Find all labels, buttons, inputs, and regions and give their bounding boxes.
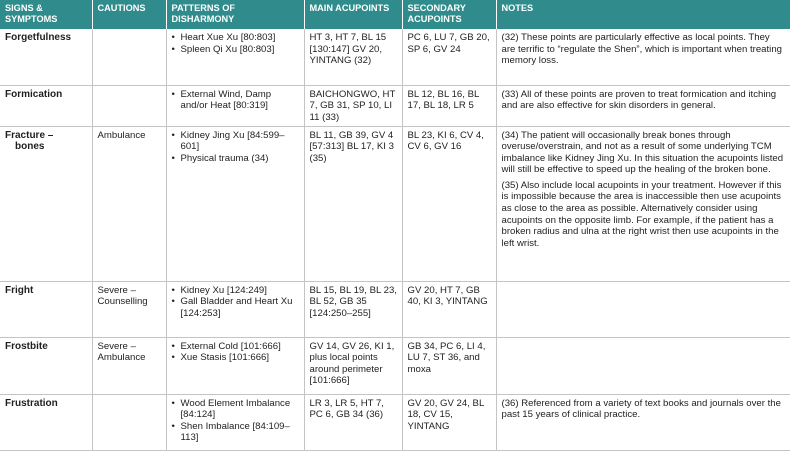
main-acupoints-cell: BAICHONGWO, HT 7, GB 31, SP 10, LI 11 (33) — [304, 85, 402, 126]
patterns-cell — [166, 85, 304, 126]
table-row — [0, 126, 790, 281]
header-notes: NOTES — [496, 0, 790, 29]
bullet-icon: • — [171, 296, 175, 308]
secondary-acupoints-cell: GV 20, HT 7, GB 40, KI 3, YINTANG — [402, 281, 496, 337]
pattern-item: • Heart Xue Xu [80:803] — [171, 32, 276, 43]
bullet-icon: • — [171, 352, 175, 364]
pattern-item: • Physical trauma (34) — [171, 152, 269, 164]
main-acupoints-cell: HT 3, HT 7, BL 15 [130:147] GV 20, YINTANG (32) — [304, 29, 402, 85]
header-row — [0, 0, 790, 29]
sign-cell: Forgetfulness — [0, 29, 92, 85]
main-acupoints-cell: LR 3, LR 5, HT 7, PC 6, GB 34 (36) — [304, 394, 402, 450]
secondary-acupoints-cell: PC 6, LU 7, GB 20, SP 6, GV 24 — [402, 29, 496, 85]
bullet-icon: • — [171, 152, 175, 164]
header-secondary-acupoints: SECONDARY ACUPOINTS — [402, 0, 496, 29]
patterns-cell — [166, 281, 304, 337]
sign-cell: Frostbite — [0, 337, 92, 394]
bullet-icon: • — [171, 129, 175, 141]
caution-cell: Ambulance — [92, 126, 166, 281]
header-patterns: PATTERNS OF DISHARMONY — [166, 0, 304, 29]
header-main-acupoints: MAIN ACUPOINTS — [304, 0, 402, 29]
notes-cell — [496, 29, 790, 85]
pattern-item: • Shen Imbalance [84:109–113] — [171, 420, 290, 444]
bullet-icon: • — [171, 340, 175, 352]
pattern-item: • Kidney Xu [124:249] — [171, 284, 267, 296]
secondary-acupoints-cell: BL 12, BL 16, BL 17, BL 18, LR 5 — [402, 85, 496, 126]
bullet-icon: • — [171, 397, 175, 409]
note-text: (34) The patient will occasionally break bones through overuse/overstrain, and not as a result of some underlying TCM imbalance like Kidney Jing Xu. In this situation the acupoints listed will still be effective to speed up the healing of the broken bone. — [501, 129, 784, 176]
bullet-icon: • — [171, 32, 175, 43]
note-text: (32) These points are particularly effective as local points. They are terrific to “regulate the Shen”, which is important when treating memory loss. — [501, 32, 782, 67]
bullet-icon: • — [171, 43, 175, 55]
bullet-icon: • — [171, 88, 175, 100]
note-text: (36) Referenced from a variety of text books and journals over the past 15 years of clinical practice. — [501, 397, 781, 421]
secondary-acupoints-cell: GV 20, GV 24, BL 18, CV 15, YINTANG — [402, 394, 496, 450]
sign-cell: Frustration — [0, 394, 92, 450]
sign-cell: Fracture – bones — [0, 126, 92, 281]
notes-cell — [496, 85, 790, 126]
pattern-item: • Wood Element Imbalance [84:124] — [171, 397, 291, 421]
table-row — [0, 85, 790, 126]
table-row — [0, 281, 790, 337]
pattern-item: • Kidney Jing Xu [84:599–601] — [171, 129, 285, 153]
table-row — [0, 394, 790, 450]
patterns-cell — [166, 29, 304, 85]
notes-cell — [496, 337, 790, 394]
note-text: (35) Also include local acupoints in your treatment. However if this is impossible because the area is inaccessible then use acupoints as close to the area as possible. Alternatively consider using acupoints on the opposite limb. For example, if the patient has a broken radius and ulna at the right wrist then use acupoints in the left wrist. — [501, 179, 782, 249]
notes-cell — [496, 281, 790, 337]
pattern-item: • Spleen Qi Xu [80:803] — [171, 43, 275, 55]
secondary-acupoints-cell: GB 34, PC 6, LI 4, LU 7, ST 36, and moxa — [402, 337, 496, 394]
caution-cell — [92, 394, 166, 450]
header-signs: SIGNS & SYMPTOMS — [0, 0, 92, 29]
pattern-item: • External Cold [101:666] — [171, 340, 281, 352]
main-acupoints-cell: BL 11, GB 39, GV 4 [57:313] BL 17, KI 3 (35) — [304, 126, 402, 281]
main-acupoints-cell: BL 15, BL 19, BL 23, BL 52, GB 35 [124:250–255] — [304, 281, 402, 337]
bullet-icon: • — [171, 420, 175, 432]
sign-cell: Fright — [0, 281, 92, 337]
notes-cell — [496, 126, 790, 281]
note-text: (33) All of these points are proven to treat formication and itching and are also effective for skin disorders in general. — [501, 88, 777, 112]
bullet-icon: • — [171, 284, 175, 296]
secondary-acupoints-cell: BL 23, KI 6, CV 4, CV 6, GV 16 — [402, 126, 496, 281]
table-row — [0, 337, 790, 394]
patterns-cell — [166, 337, 304, 394]
table-row — [0, 29, 790, 85]
pattern-item: • External Wind, Damp and/or Heat [80:319] — [171, 88, 272, 112]
caution-cell — [92, 85, 166, 126]
caution-cell: Severe – Counselling — [92, 281, 166, 337]
caution-cell: Severe – Ambulance — [92, 337, 166, 394]
patterns-cell — [166, 126, 304, 281]
pattern-item: • Gall Bladder and Heart Xu [124:253] — [171, 296, 293, 319]
notes-cell — [496, 394, 790, 450]
header-cautions: CAUTIONS — [92, 0, 166, 29]
patterns-cell — [166, 394, 304, 450]
main-acupoints-cell: GV 14, GV 26, KI 1, plus local points around perimeter [101:666] — [304, 337, 402, 394]
pattern-item: • Xue Stasis [101:666] — [171, 352, 270, 364]
sign-cell: Formication — [0, 85, 92, 126]
caution-cell — [92, 29, 166, 85]
